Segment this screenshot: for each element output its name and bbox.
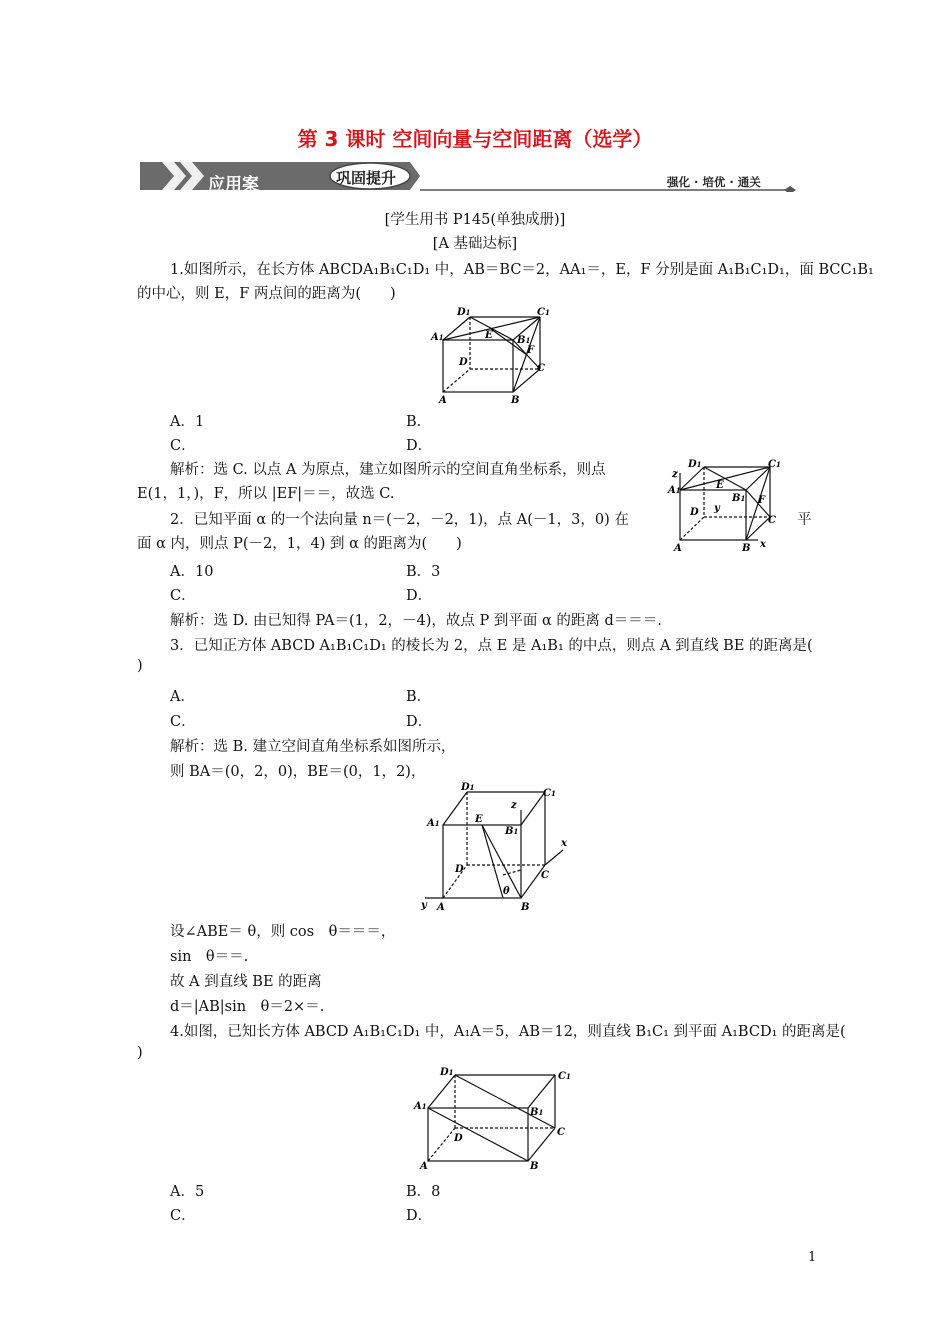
svg-text:B1: B1 <box>732 493 746 504</box>
svg-text:A1: A1 <box>427 818 440 829</box>
svg-text:C: C <box>537 363 545 374</box>
q1-coordinate-figure <box>662 455 787 555</box>
svg-text:B: B <box>530 1161 539 1172</box>
q2-option-b: B．3 <box>406 564 441 580</box>
q4-option-b: B．8 <box>406 1184 441 1200</box>
banner-right-label: 强化 · 培优 · 通关 <box>667 175 761 189</box>
svg-text:y: y <box>421 900 427 910</box>
svg-text:z: z <box>511 800 517 811</box>
q2-option-a: A．10 <box>170 564 214 580</box>
q2-stem-line1: 2．已知平面 α 的一个法向量 n＝(－2，－2，1)，点 A(－1，3，0) 在 <box>170 512 629 528</box>
svg-text:A1: A1 <box>414 1101 427 1112</box>
svg-text:D1: D1 <box>440 1067 454 1078</box>
svg-text:C: C <box>768 515 776 526</box>
svg-text:A: A <box>437 902 445 910</box>
svg-text:x: x <box>561 838 567 849</box>
section-label: [A 基础达标] <box>432 236 518 252</box>
svg-text:y: y <box>714 503 720 514</box>
svg-text:C1: C1 <box>537 307 550 318</box>
q4-option-d: D． <box>406 1208 433 1224</box>
svg-text:D1: D1 <box>457 307 471 318</box>
q1-option-b: B． <box>406 414 432 430</box>
svg-text:C1: C1 <box>543 788 556 799</box>
svg-text:D1: D1 <box>688 459 702 470</box>
svg-text:C: C <box>541 870 549 881</box>
q1-stem-line2: 的中心，则 E，F 两点间的距离为( ) <box>137 286 396 302</box>
q3-solution-line6: d＝|AB|sin θ＝2×＝. <box>170 999 325 1015</box>
book-reference: [学生用书 P145(单独成册)] <box>384 212 566 228</box>
q4-stem-line2: ) <box>137 1045 143 1061</box>
svg-text:A: A <box>420 1161 428 1172</box>
q4-stem-line1: 4.如图，已知长方体 ABCD A₁B₁C₁D₁ 中，A₁A＝5，AB＝12，则直线 B₁C₁ 到平面 A₁BCD₁ 的距离是( <box>170 1024 846 1040</box>
svg-text:D1: D1 <box>461 782 475 793</box>
q1-option-c: C． <box>170 438 196 454</box>
q4-option-c: C． <box>170 1208 196 1224</box>
q1-solution-line1: 解析：选 C. 以点 A 为原点，建立如图所示的空间直角坐标系，则点 <box>170 462 606 478</box>
banner-mid-label: 巩固提升 <box>336 169 397 187</box>
q4-cuboid-figure <box>410 1065 580 1175</box>
q2-stem-line1-tail: 平 <box>797 512 812 528</box>
svg-text:C1: C1 <box>768 459 781 470</box>
q3-cube-figure <box>415 780 570 910</box>
q3-solution-line1: 解析：选 B. 建立空间直角坐标系如图所示， <box>170 739 456 755</box>
section-banner <box>140 160 820 195</box>
banner-left-label: 应用案 <box>208 175 259 195</box>
q2-stem-line2: 面 α 内，则点 P(－2，1，4) 到 α 的距离为( ) <box>137 536 462 552</box>
svg-text:B: B <box>742 543 751 554</box>
q1-solution-line2: E(1，1，)，F，所以 |EF|＝＝，故选 C. <box>137 486 395 502</box>
q2-option-c: C． <box>170 588 196 604</box>
q1-cuboid-figure <box>425 305 555 405</box>
q1-option-d: D． <box>406 438 433 454</box>
svg-text:B: B <box>511 395 520 405</box>
svg-text:E: E <box>475 814 483 825</box>
svg-text:A1: A1 <box>668 485 681 496</box>
q3-solution-line5: 故 A 到直线 BE 的距离 <box>170 974 322 990</box>
q1-option-a: A．1 <box>170 414 205 430</box>
q3-solution-line2: 则 BA＝(0，2，0)，BE＝(0，1，2)， <box>170 764 426 780</box>
svg-text:B: B <box>521 902 530 910</box>
svg-text:B1: B1 <box>517 335 531 346</box>
q4-option-a: A．5 <box>170 1184 205 1200</box>
q3-stem-line2: ) <box>137 658 143 674</box>
svg-text:A: A <box>674 543 682 554</box>
q3-option-c: C． <box>170 714 196 730</box>
svg-text:C: C <box>557 1127 565 1138</box>
svg-text:A1: A1 <box>431 332 444 343</box>
q3-solution-line3: 设∠ABE＝ θ，则 cos θ＝＝＝， <box>170 924 396 940</box>
svg-text:A: A <box>439 395 447 405</box>
q3-option-d: D． <box>406 714 433 730</box>
q3-solution-line4: sin θ＝＝. <box>170 949 249 965</box>
q1-stem-line1: 1.如图所示，在长方体 ABCDA₁B₁C₁D₁ 中，AB＝BC＝2，AA₁＝，E，F 分别是面 A₁B₁C₁D₁，面 BCC₁B₁ <box>170 262 874 278</box>
page-title: 第 3 课时 空间向量与空间距离（选学） <box>297 127 653 151</box>
svg-text:E: E <box>716 480 724 491</box>
svg-text:E: E <box>485 330 493 341</box>
q2-solution-line1: 解析：选 D. 由已知得 PA＝(1，2，－4)，故点 P 到平面 α 的距离 d＝＝＝. <box>170 613 662 629</box>
svg-text:x: x <box>760 539 766 550</box>
svg-text:D: D <box>459 357 468 368</box>
q3-stem-line1: 3．已知正方体 ABCD A₁B₁C₁D₁ 的棱长为 2，点 E 是 A₁B₁ 的中点，则点 A 到直线 BE 的距离是( <box>170 638 813 654</box>
svg-text:z: z <box>672 469 678 480</box>
svg-text:B1: B1 <box>505 826 519 837</box>
page-number: 1 <box>808 1250 817 1265</box>
svg-text:B1: B1 <box>530 1107 544 1118</box>
svg-text:D: D <box>690 507 699 518</box>
svg-text:θ: θ <box>503 886 510 897</box>
diamond-icon <box>784 186 796 192</box>
q3-option-a: A． <box>170 689 195 705</box>
svg-text:D: D <box>454 1133 463 1144</box>
svg-text:C1: C1 <box>558 1071 571 1082</box>
svg-text:F: F <box>758 495 766 506</box>
svg-text:D: D <box>455 864 464 875</box>
q2-option-d: D． <box>406 588 433 604</box>
q3-option-b: B． <box>406 689 432 705</box>
svg-text:F: F <box>527 345 535 356</box>
